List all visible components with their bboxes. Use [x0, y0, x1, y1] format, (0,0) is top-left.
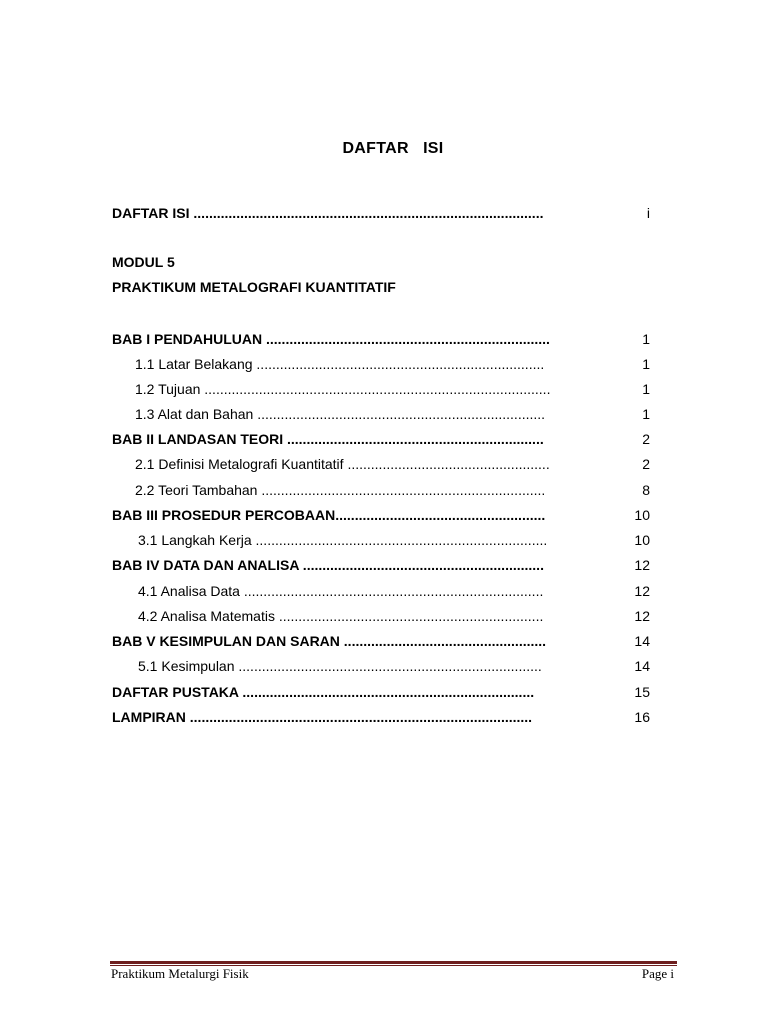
toc-page-number: 10	[634, 532, 650, 548]
toc-entry: 1.3 Alat dan Bahan ..........................................................................	[135, 406, 546, 422]
modul-number: MODUL 5	[112, 254, 175, 270]
toc-page-number: 15	[634, 684, 650, 700]
toc-row-bab-4[interactable]	[0, 555, 768, 575]
toc-entry: 4.2 Analisa Matematis ....................................................................	[138, 608, 544, 624]
toc-entry: 4.1 Analisa Data .............................................................................	[138, 583, 544, 599]
toc-row-daftar-isi[interactable]	[0, 203, 768, 223]
toc-page-number: 14	[634, 633, 650, 649]
toc-row-1-3[interactable]	[0, 404, 768, 424]
toc-entry: LAMPIRAN ........................................................................................	[112, 709, 533, 725]
toc-entry: 3.1 Langkah Kerja ...........................................................................	[138, 532, 548, 548]
toc-row-1-2[interactable]	[0, 379, 768, 399]
toc-row-3-1[interactable]	[0, 530, 768, 550]
page-title: DAFTAR ISI	[342, 140, 444, 157]
toc-page-number: 1	[642, 381, 650, 397]
toc-entry: DAFTAR PUSTAKA ...........................................................................	[112, 684, 535, 700]
toc-entry: BAB I PENDAHULUAN .........................................................................	[112, 331, 550, 347]
toc-row-2-1[interactable]	[0, 454, 768, 474]
modul-title: PRAKTIKUM METALOGRAFI KUANTITATIF	[112, 279, 396, 295]
toc-row-4-2[interactable]	[0, 606, 768, 626]
toc-row-bab-3[interactable]	[0, 505, 768, 525]
toc-row-daftar-pustaka[interactable]	[0, 682, 768, 702]
toc-page-number: 12	[634, 608, 650, 624]
toc-row-bab-1[interactable]	[0, 329, 768, 349]
toc-row-bab-5[interactable]	[0, 631, 768, 651]
toc-row-lampiran[interactable]	[0, 707, 768, 727]
toc-entry: BAB V KESIMPULAN DAN SARAN ....................................................	[112, 633, 547, 649]
toc-row-1-1[interactable]	[0, 354, 768, 374]
toc-entry: 1.1 Latar Belakang ..........................................................................	[135, 356, 545, 372]
toc-entry: 1.2 Tujuan .........................................................................................	[135, 381, 551, 397]
toc-entry: 2.2 Teori Tambahan .........................................................................	[135, 482, 546, 498]
footer-page-label: Page i	[641, 966, 674, 981]
toc-page-number: 2	[642, 431, 650, 447]
toc-page-number: 10	[634, 507, 650, 523]
toc-page-number: 1	[642, 331, 650, 347]
toc-row-4-1[interactable]	[0, 581, 768, 601]
toc-entry: BAB II LANDASAN TEORI ..................................................................	[112, 431, 544, 447]
toc-row-bab-2[interactable]	[0, 429, 768, 449]
toc-page-number: 12	[634, 557, 650, 573]
footer-rule-thick	[110, 961, 677, 964]
toc-page-number: 14	[634, 658, 650, 674]
toc-page-number: 8	[642, 482, 650, 498]
toc-row-2-2[interactable]	[0, 480, 768, 500]
toc-entry: DAFTAR ISI ..........................................................................................	[112, 205, 544, 221]
toc-entry: 2.1 Definisi Metalografi Kuantitatif ....................................................	[135, 456, 550, 472]
footer-document-title: Praktikum Metalurgi Fisik	[111, 966, 249, 981]
toc-entry: BAB IV DATA DAN ANALISA ..............................................................	[112, 557, 544, 573]
toc-page-number: i	[646, 205, 650, 221]
toc-page-number: 16	[634, 709, 650, 725]
toc-entry: BAB III PROSEDUR PERCOBAAN......................................................	[112, 507, 546, 523]
toc-page-number: 2	[642, 456, 650, 472]
toc-row-5-1[interactable]	[0, 656, 768, 676]
toc-entry: 5.1 Kesimpulan ..............................................................................	[138, 658, 542, 674]
toc-page-number: 12	[634, 583, 650, 599]
toc-page-number: 1	[642, 406, 650, 422]
toc-page-number: 1	[642, 356, 650, 372]
